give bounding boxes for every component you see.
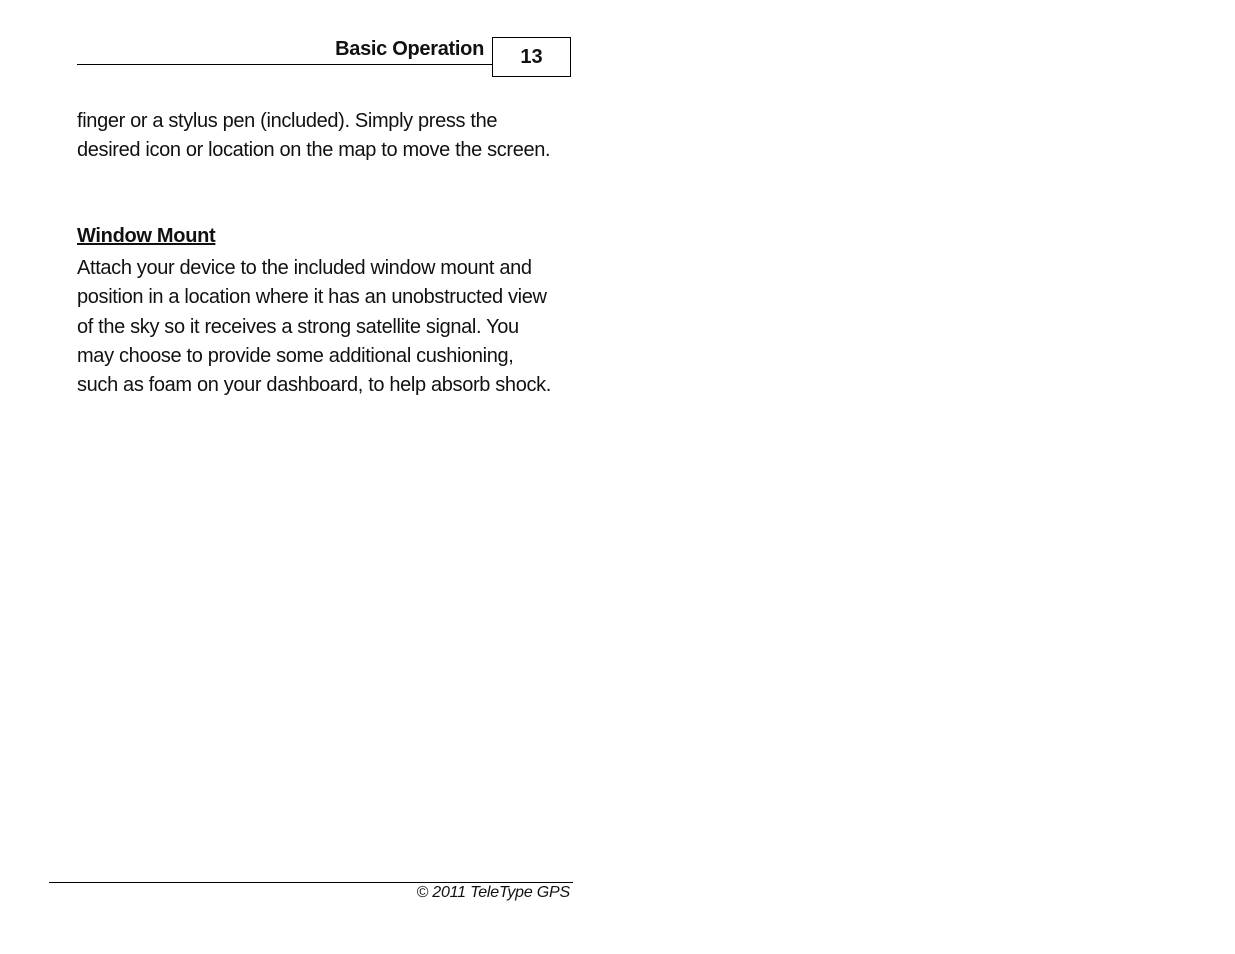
header-rule <box>77 64 493 65</box>
copyright-footer: © 2011 TeleType GPS <box>416 884 570 901</box>
running-header-title: Basic Operation <box>335 38 484 60</box>
section-paragraph: Attach your device to the included window mount and position in a location where it has an unobstructed view of the sky so it receives a strong satellite signal. You may choose to provide some additional cushioning, such as foam on your dashboard, to help absorb shock. <box>77 257 551 397</box>
page-number: 13 <box>520 45 543 68</box>
section-heading: Window Mount <box>77 225 216 247</box>
intro-paragraph: finger or a stylus pen (included). Simply press the desired icon or location on the map to move the screen. <box>77 110 551 162</box>
footer-rule <box>49 882 573 883</box>
page-number-box <box>492 37 571 77</box>
